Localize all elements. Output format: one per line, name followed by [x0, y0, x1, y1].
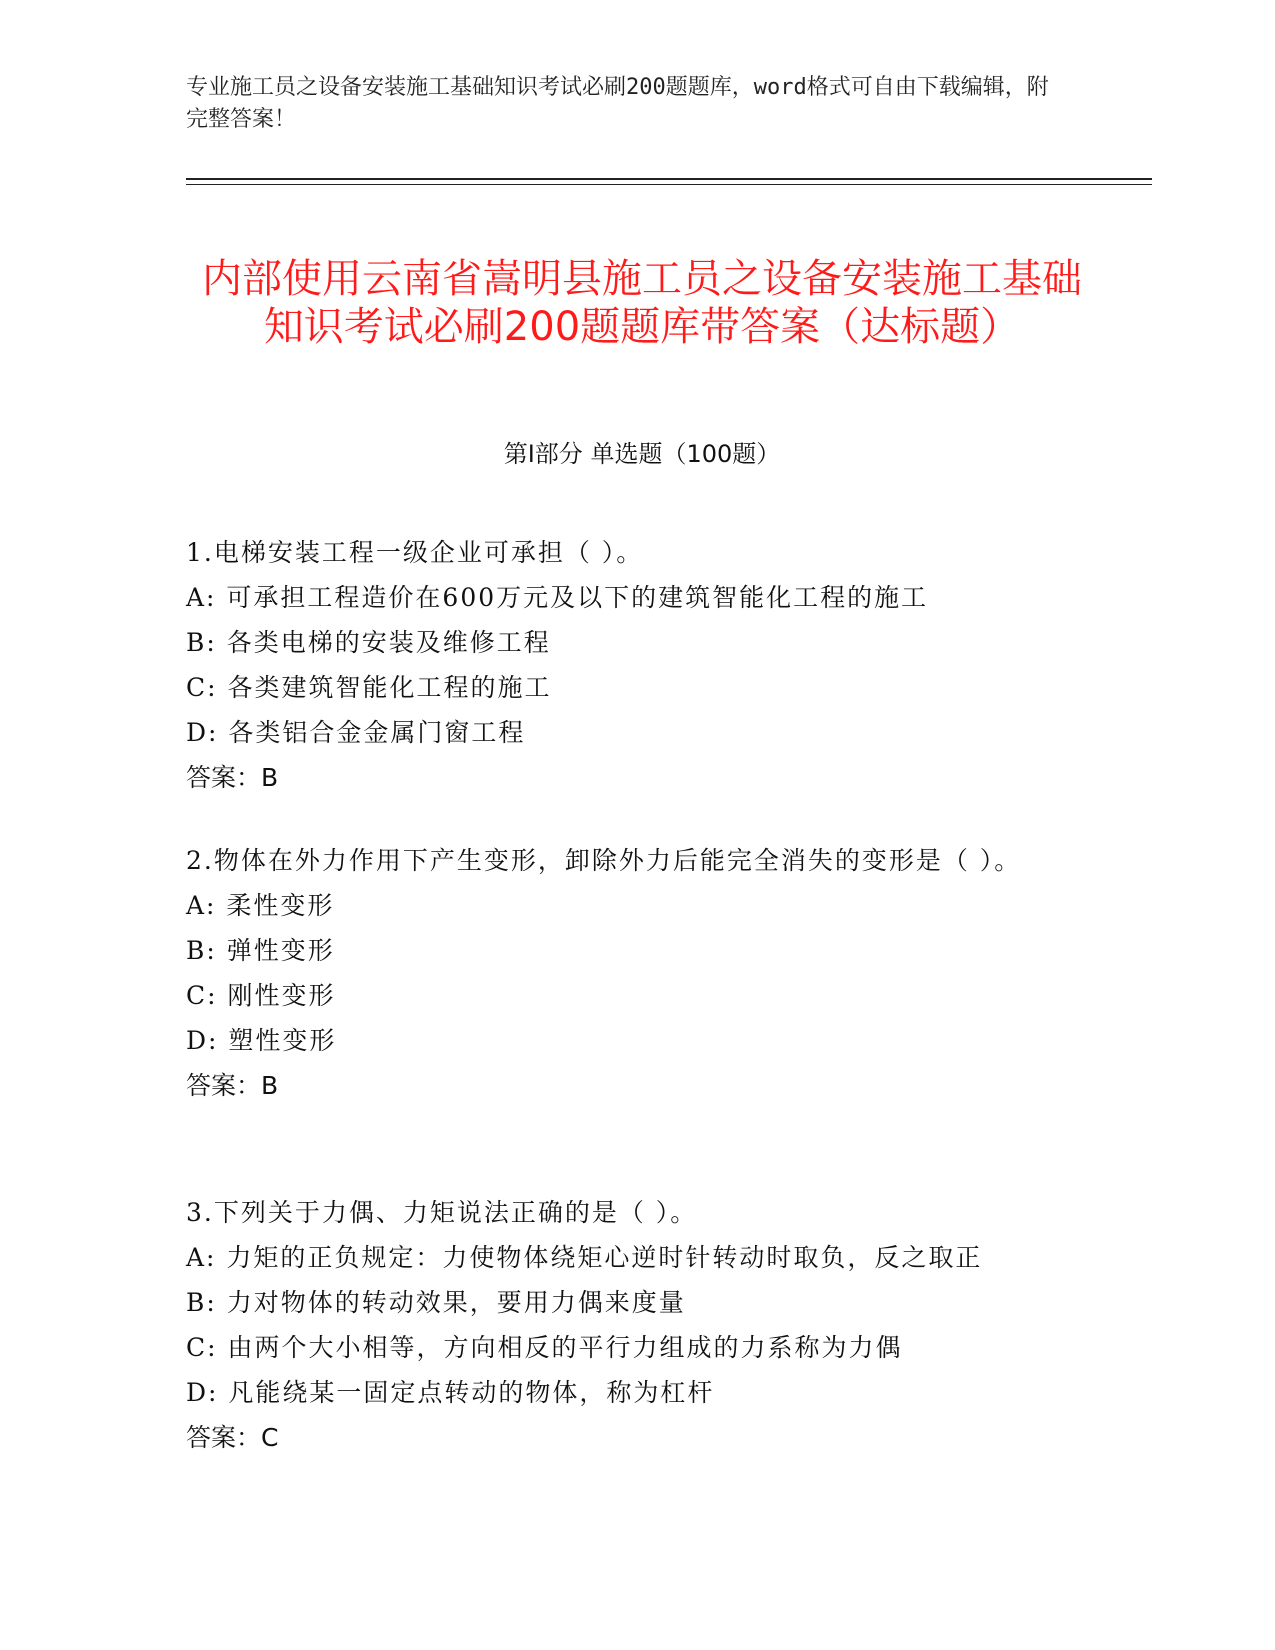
question-stem: 3.下列关于力偶、力矩说法正确的是（ ）。 [186, 1198, 698, 1227]
option-b: B: 力对物体的转动效果，要用力偶来度量 [186, 1288, 686, 1317]
option-b: B: 弹性变形 [186, 936, 335, 965]
answer: 答案：C [186, 1423, 279, 1452]
option-d: D: 各类铝合金金属门窗工程 [186, 718, 526, 747]
option-d: D: 凡能绕某一固定点转动的物体，称为杠杆 [186, 1378, 715, 1407]
option-c: C: 刚性变形 [186, 981, 336, 1010]
question-stem: 1.电梯安装工程一级企业可承担（ ）。 [186, 538, 644, 567]
option-a: A: 可承担工程造价在600万元及以下的建筑智能化工程的施工 [186, 583, 929, 612]
document-title: 内部使用云南省嵩明县施工员之设备安装施工基础知识考试必刷200题题库带答案（达标题） [202, 255, 1082, 350]
question-stem: 2.物体在外力作用下产生变形，卸除外力后能完全消失的变形是（ ）。 [186, 846, 1022, 875]
option-c: C: 各类建筑智能化工程的施工 [186, 673, 552, 702]
question-1 [186, 530, 1066, 800]
question-3 [186, 1190, 1066, 1460]
option-a: A: 力矩的正负规定：力使物体绕矩心逆时针转动时取负，反之取正 [186, 1243, 983, 1272]
header-divider-thick [186, 178, 1152, 180]
header-note: 专业施工员之设备安装施工基础知识考试必刷200题题库，word格式可自由下载编辑，附完整答案！ [186, 75, 1049, 132]
answer: 答案：B [186, 1071, 279, 1100]
answer: 答案：B [186, 763, 279, 792]
option-c: C: 由两个大小相等，方向相反的平行力组成的力系称为力偶 [186, 1333, 903, 1362]
section-heading: 第I部分 单选题（100题） [503, 440, 781, 468]
option-d: D: 塑性变形 [186, 1026, 337, 1055]
option-b: B: 各类电梯的安装及维修工程 [186, 628, 551, 657]
question-2 [186, 838, 1066, 1108]
option-a: A: 柔性变形 [186, 891, 335, 920]
header-divider-thin [186, 184, 1152, 185]
